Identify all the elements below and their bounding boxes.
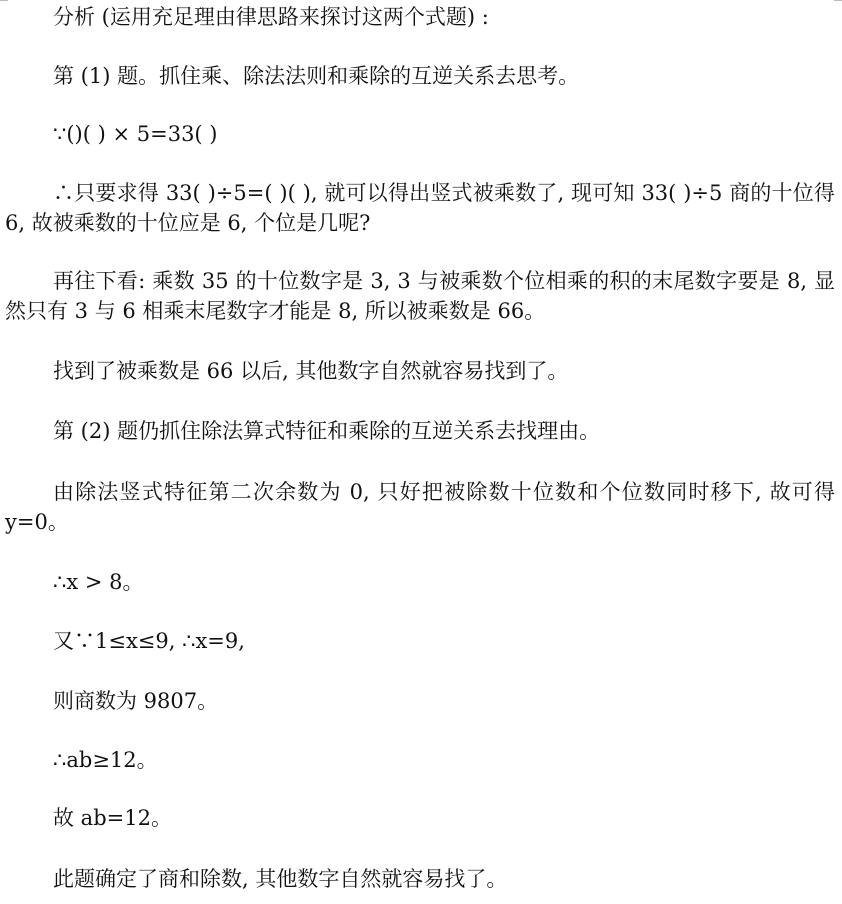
conclusion-paragraph: 此题确定了商和除数, 其他数字自然就容易找了。 — [53, 867, 508, 891]
problem-1-intro: 第 (1) 题。抓住乘、除法法则和乘除的互逆关系去思考。 — [53, 64, 580, 88]
page-corner-mark-left — [0, 0, 8, 1]
x-equals-9: 又∵1≤x≤9, ∴x=9, — [53, 629, 245, 653]
therefore-quotient-paragraph: ∴只要求得 33( )÷5=( )( ), 就可以得出竖式被乘数了, 现可知 33( )÷5 商的十位得 6, 故被乘数的十位应是 6, 个位是几呢? — [5, 181, 835, 235]
problem-2-intro: 第 (2) 题仍抓住除法算式特征和乘除的互逆关系去找理由。 — [53, 419, 601, 443]
analysis-heading: 分析 (运用充足理由律思路来探讨这两个式题) : — [53, 5, 489, 29]
multiplier-reasoning-paragraph: 再往下看: 乘数 35 的十位数字是 3, 3 与被乘数个位相乘的积的末尾数字要是 8, 显然只有 3 与 6 相乘末尾数字才能是 8, 所以被乘数是 66。 — [5, 269, 835, 323]
page-corner-mark-right — [834, 0, 842, 1]
ab-ge-12: ∴ab≥12。 — [53, 748, 158, 772]
equation-because: ∵()( ) × 5=33( ) — [53, 122, 218, 146]
x-greater-than-8: ∴x > 8。 — [53, 570, 144, 594]
ab-equals-12: 故 ab=12。 — [53, 806, 172, 830]
multiplicand-found-paragraph: 找到了被乘数是 66 以后, 其他数字自然就容易找到了。 — [53, 359, 569, 383]
quotient-9807: 则商数为 9807。 — [53, 689, 219, 713]
division-remainder-paragraph: 由除法竖式特征第二次余数为 0, 只好把被除数十位数和个位数同时移下, 故可得 y=0。 — [5, 480, 835, 534]
